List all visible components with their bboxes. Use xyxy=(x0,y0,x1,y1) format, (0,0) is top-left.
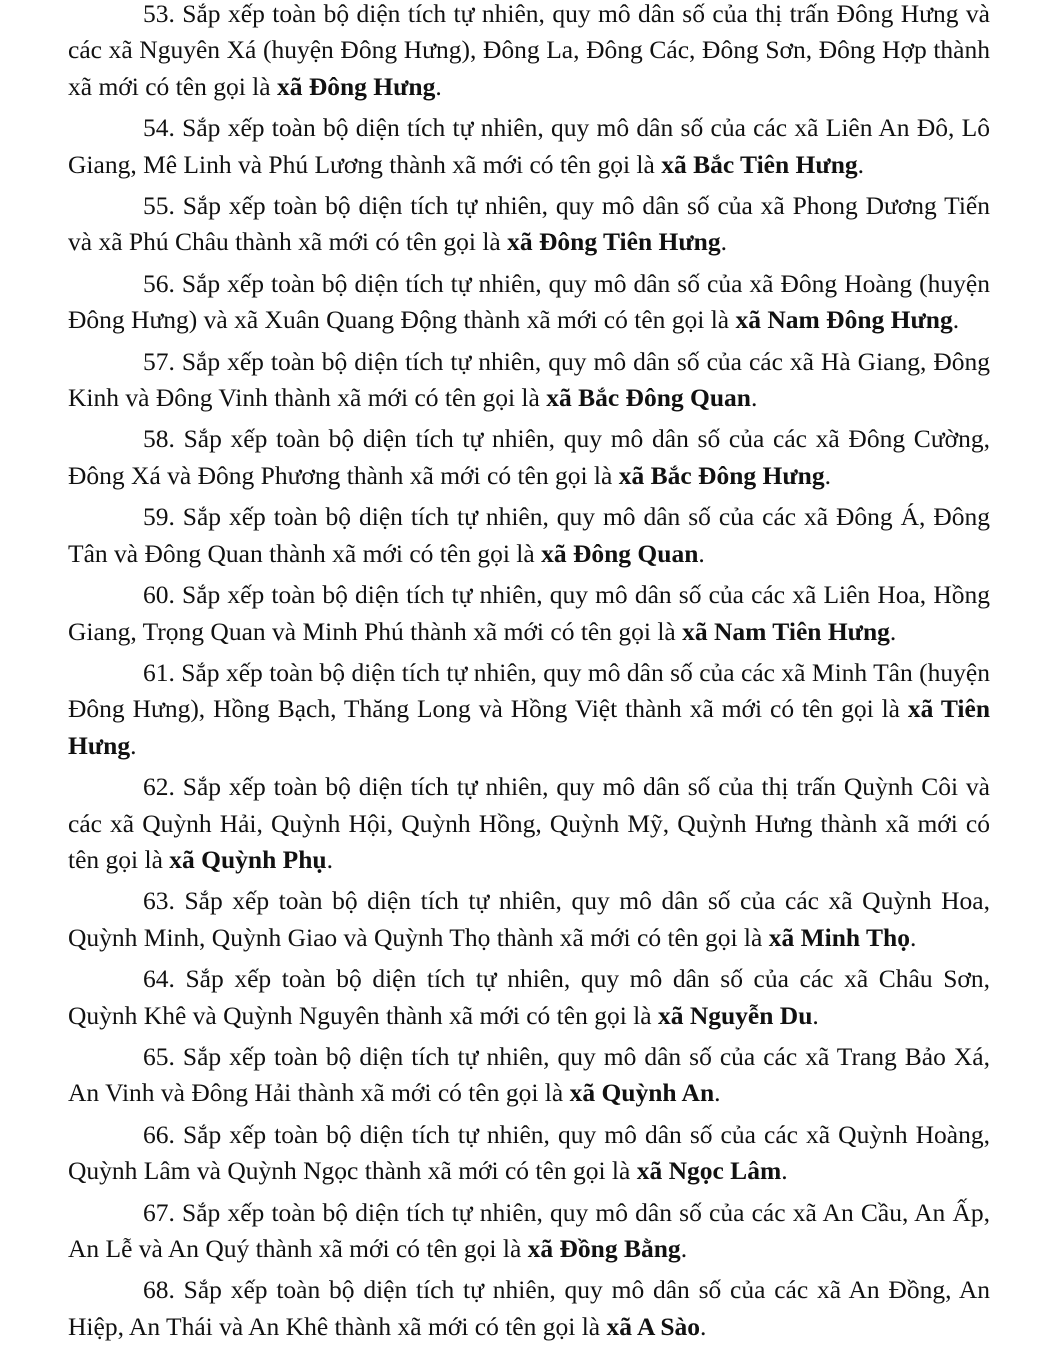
new-commune-name: xã Đông Hưng xyxy=(276,71,436,101)
new-commune-name: xã Nam Đông Hưng xyxy=(735,305,953,335)
new-commune-name: xã Bắc Tiên Hưng xyxy=(661,149,858,179)
new-commune-name: xã Đồng Bằng xyxy=(527,1234,681,1263)
paragraph-65: 65. Sắp xếp toàn bộ diện tích tự nhiên, quy mô dân số của các xã Trang Bảo Xá, An Vinh và Đông Hải thành xã mới có tên gọi là xã Quỳnh An. xyxy=(68,1041,990,1108)
paragraph-57: 57. Sắp xếp toàn bộ diện tích tự nhiên, quy mô dân số của các xã Hà Giang, Đông Kinh và Đông Vinh thành xã mới có tên gọi là xã Bắc Đông Quan. xyxy=(68,346,990,413)
paragraph-53: 53. Sắp xếp toàn bộ diện tích tự nhiên, quy mô dân số của thị trấn Đông Hưng và các xã Nguyên Xá (huyện Đông Hưng), Đông La, Đông Các, Đông Sơn, Đông Hợp thành xã mới có tên gọi là xã Đông Hưng. xyxy=(68,0,990,101)
new-commune-name: xã Nam Tiên Hưng xyxy=(682,616,890,646)
new-commune-name: xã Bắc Đông Quan xyxy=(546,383,751,413)
paragraph-66: 66. Sắp xếp toàn bộ diện tích tự nhiên, quy mô dân số của các xã Quỳnh Hoàng, Quỳnh Lâm và Quỳnh Ngọc thành xã mới có tên gọi là xã Ngọc Lâm. xyxy=(68,1119,990,1186)
paragraph-64: 64. Sắp xếp toàn bộ diện tích tự nhiên, quy mô dân số của các xã Châu Sơn, Quỳnh Khê và Quỳnh Nguyên thành xã mới có tên gọi là xã Nguyễn Du. xyxy=(68,964,990,1030)
paragraph-67: 67. Sắp xếp toàn bộ diện tích tự nhiên, quy mô dân số của các xã An Cầu, An Ấp, An Lễ và An Quý thành xã mới có tên gọi là xã Đồng Bằng. xyxy=(68,1197,990,1263)
new-commune-name: xã Nguyễn Du xyxy=(657,1000,813,1030)
new-commune-name: xã Quỳnh Phụ xyxy=(169,844,327,874)
new-commune-name: xã Minh Thọ xyxy=(768,922,910,952)
paragraph-68: 68. Sắp xếp toàn bộ diện tích tự nhiên, quy mô dân số của các xã An Đồng, An Hiệp, An Thái và An Khê thành xã mới có tên gọi là xã A Sào. xyxy=(68,1275,990,1341)
paragraph-60: 60. Sắp xếp toàn bộ diện tích tự nhiên, quy mô dân số của các xã Liên Hoa, Hồng Giang, Trọng Quan và Minh Phú thành xã mới có tên gọi là xã Nam Tiên Hưng. xyxy=(68,580,990,646)
new-commune-name: xã A Sào xyxy=(606,1311,701,1341)
new-commune-name: xã Ngọc Lâm xyxy=(636,1156,782,1186)
paragraph-58: 58. Sắp xếp toàn bộ diện tích tự nhiên, quy mô dân số của các xã Đông Cường, Đông Xá và Đông Phương thành xã mới có tên gọi là xã Bắc Đông Hưng. xyxy=(68,424,990,490)
new-commune-name: xã Đông Quan xyxy=(541,538,699,568)
new-commune-name: xã Đông Tiên Hưng xyxy=(507,227,721,257)
paragraph-56: 56. Sắp xếp toàn bộ diện tích tự nhiên, quy mô dân số của xã Đông Hoàng (huyện Đông Hưng) và xã Xuân Quang Động thành xã mới có tên gọi là xã Nam Đông Hưng. xyxy=(68,268,990,335)
paragraph-59: 59. Sắp xếp toàn bộ diện tích tự nhiên, quy mô dân số của các xã Đông Á, Đông Tân và Đông Quan thành xã mới có tên gọi là xã Đông Quan. xyxy=(68,502,990,568)
paragraph-63: 63. Sắp xếp toàn bộ diện tích tự nhiên, quy mô dân số của các xã Quỳnh Hoa, Quỳnh Minh, Quỳnh Giao và Quỳnh Thọ thành xã mới có tên gọi là xã Minh Thọ. xyxy=(68,886,990,952)
new-commune-name: xã Quỳnh An xyxy=(569,1078,715,1108)
new-commune-name: xã Bắc Đông Hưng xyxy=(618,460,825,490)
new-commune-name: xã Tiên Hưng xyxy=(68,694,990,760)
paragraph-55: 55. Sắp xếp toàn bộ diện tích tự nhiên, quy mô dân số của xã Phong Dương Tiến và xã Phú Châu thành xã mới có tên gọi là xã Đông Tiên Hưng. xyxy=(68,191,990,257)
paragraph-62: 62. Sắp xếp toàn bộ diện tích tự nhiên, quy mô dân số của thị trấn Quỳnh Côi và các xã Quỳnh Hải, Quỳnh Hội, Quỳnh Hồng, Quỳnh Mỹ, Quỳnh Hưng thành xã mới có tên gọi là xã Quỳnh Phụ. xyxy=(68,772,990,874)
paragraph-54: 54. Sắp xếp toàn bộ diện tích tự nhiên, quy mô dân số của các xã Liên An Đô, Lô Giang, Mê Linh và Phú Lương thành xã mới có tên gọi là xã Bắc Tiên Hưng. xyxy=(68,113,990,179)
paragraph-61: 61. Sắp xếp toàn bộ diện tích tự nhiên, quy mô dân số của các xã Minh Tân (huyện Đông Hưng), Hồng Bạch, Thăng Long và Hồng Việt thành xã mới có tên gọi là xã Tiên Hưng. xyxy=(68,657,990,760)
